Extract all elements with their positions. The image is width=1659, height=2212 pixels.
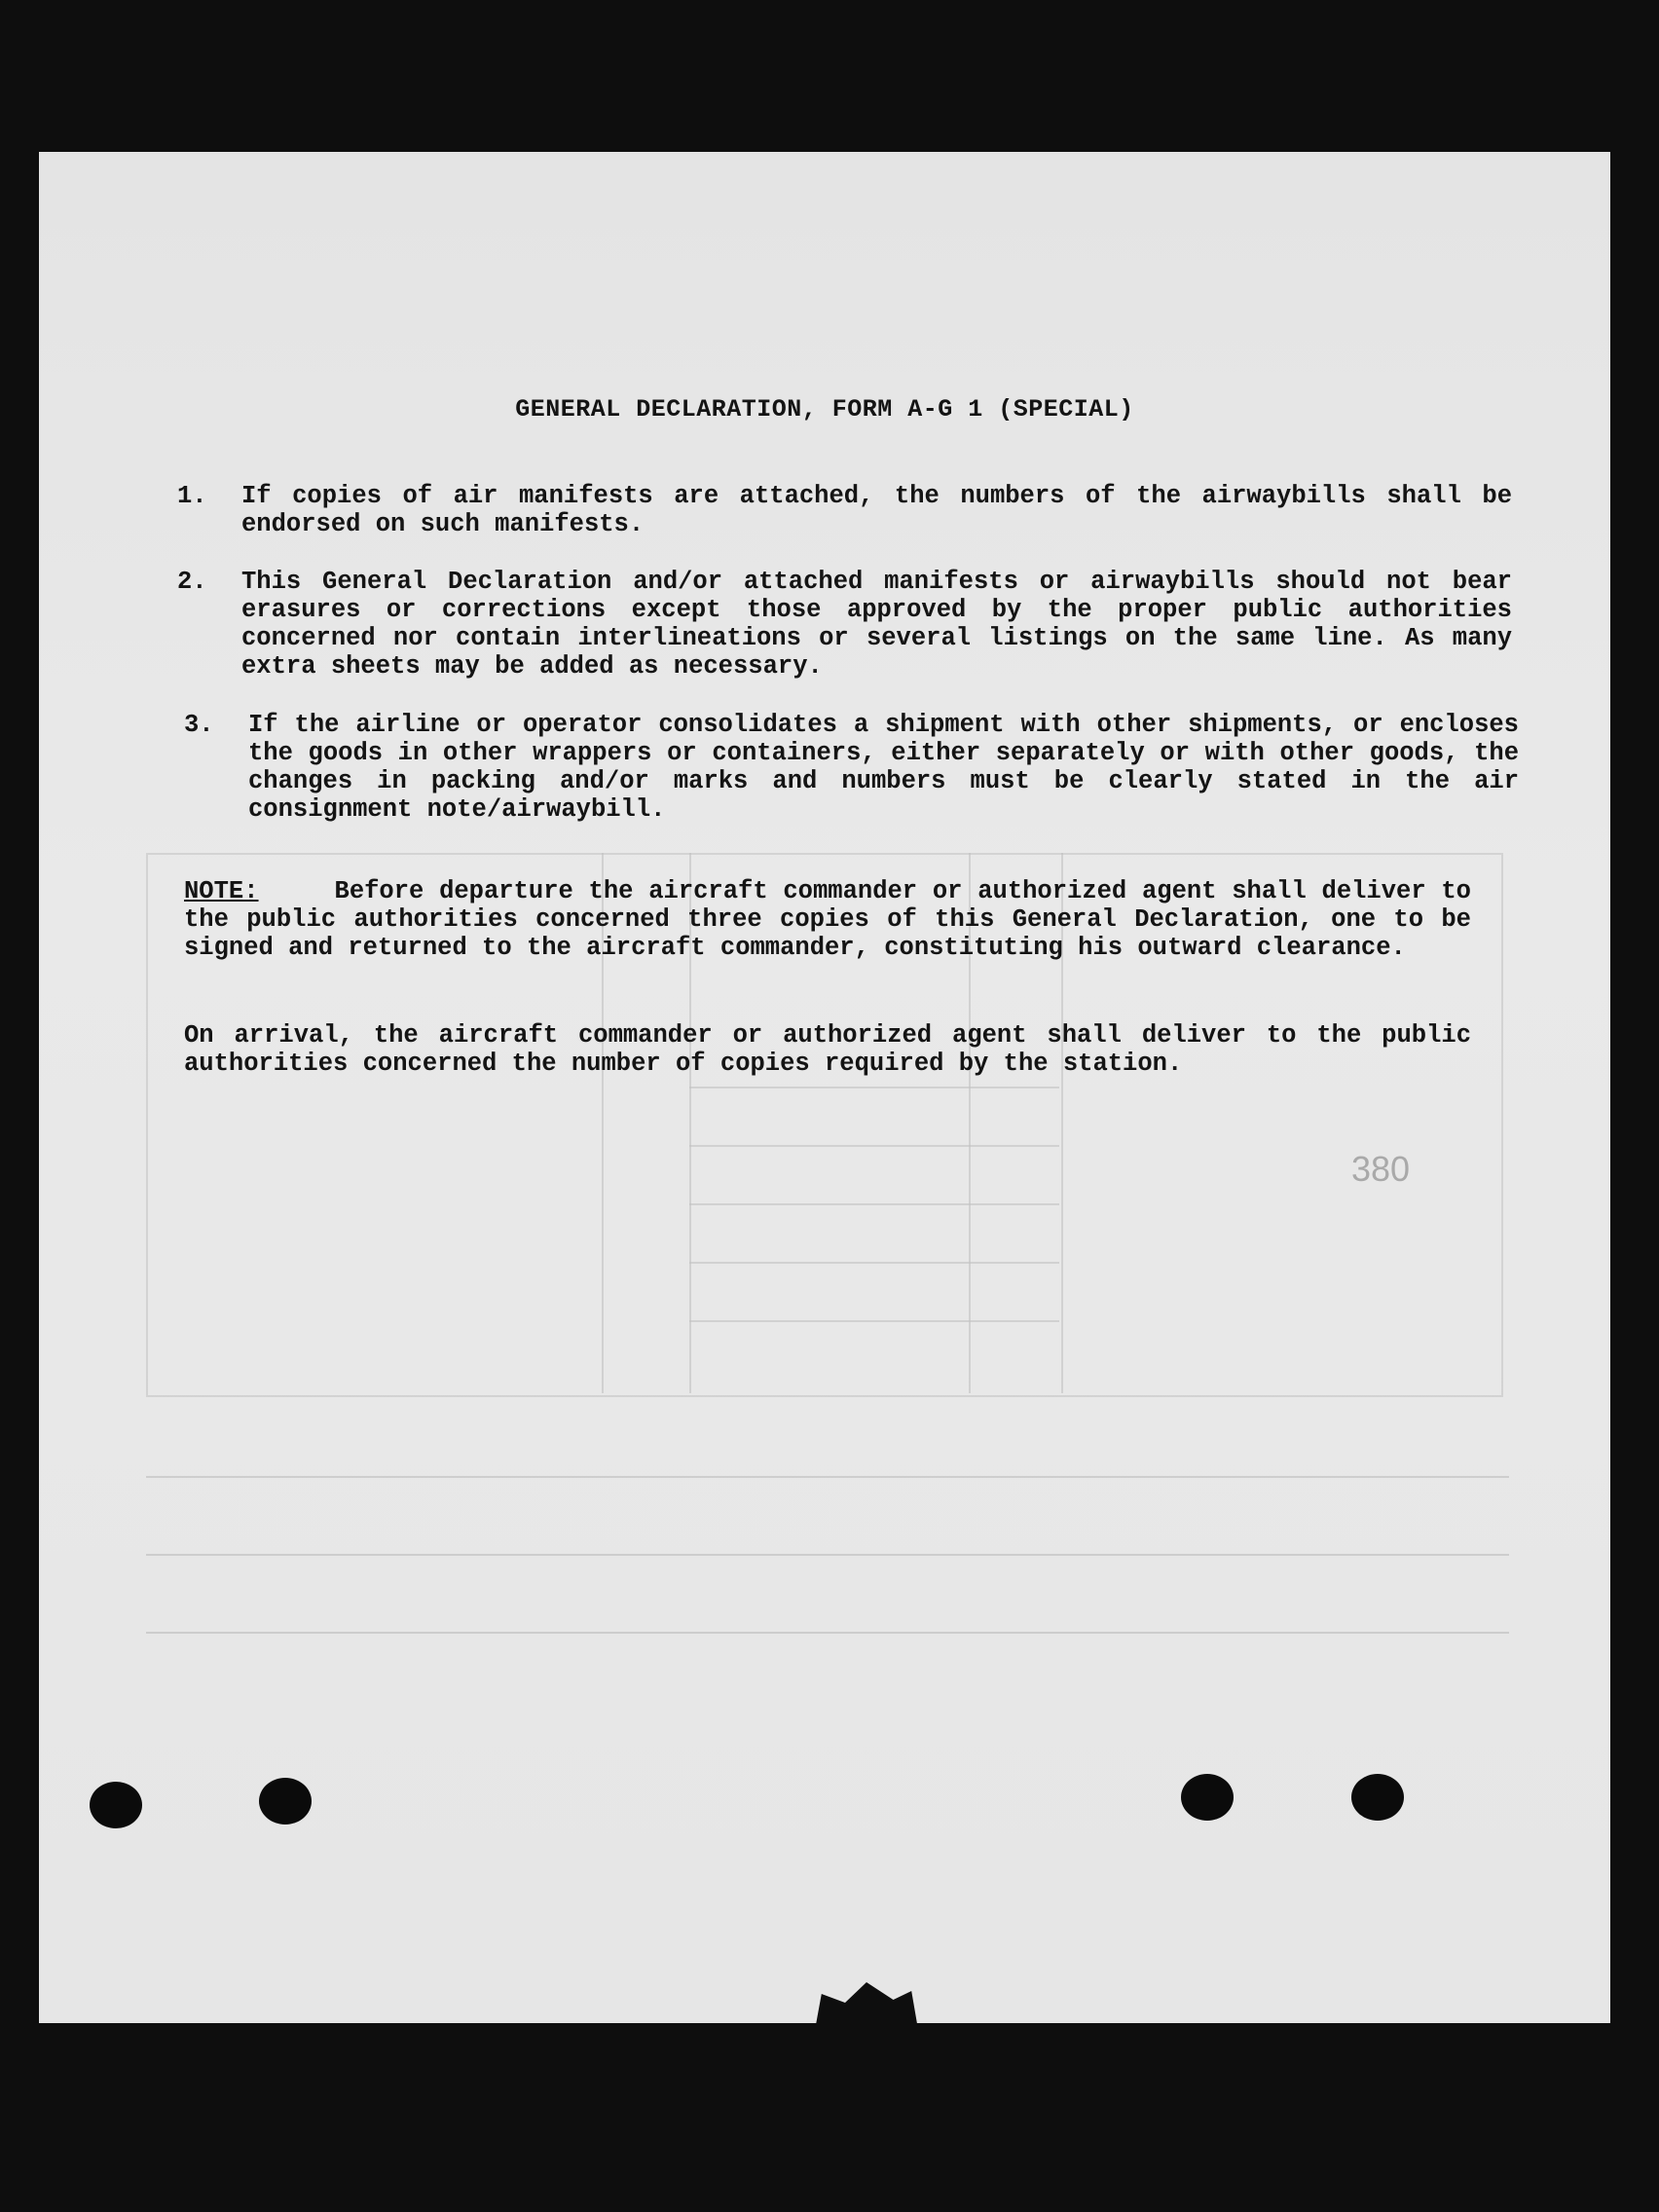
bleed-through-rule [689,1145,1059,1147]
bleed-through-rule [689,1087,1059,1088]
bleed-through-rule [689,1320,1059,1322]
item-text: If copies of air manifests are attached, the numbers of the airwaybills shall be endorsed on such manifests. [241,482,1512,538]
binding-tab [813,1982,920,2023]
arrival-paragraph: On arrival, the aircraft commander or authorized agent shall deliver to the public authorities concerned the number of copies required by the station. [184,1021,1471,1078]
page-title: GENERAL DECLARATION, FORM A-G 1 (SPECIAL) [515,395,1134,424]
bleed-through-rule [146,1632,1509,1634]
instruction-item [177,711,1521,824]
note-paragraph [184,877,1471,962]
bleed-through-rule [689,1262,1059,1264]
instruction-item [177,482,1521,538]
instruction-item [177,568,1521,681]
bleed-through-rule [689,1203,1059,1205]
bleed-through-rule [146,1554,1509,1556]
punch-hole [1181,1774,1234,1821]
note-label: NOTE: [184,877,259,905]
item-number: 2. [177,568,207,596]
stamp-number: 380 [1351,1149,1411,1189]
bleed-through-rule [146,1476,1509,1478]
item-text: This General Declaration and/or attached manifests or airwaybills should not bear erasures or corrections except those approved by the proper public authorities concerned nor contain interlineations or several listings on the same line. As many extra sheets may be added as necessary. [241,568,1512,681]
item-text: If the airline or operator consolidates a shipment with other shipments, or encloses the goods in other wrappers or containers, either separately or with other goods, the changes in packing and/or marks and numbers must be clearly stated in the air consignment note/airwaybill. [248,711,1519,824]
punch-hole [1351,1774,1404,1821]
punch-hole [90,1782,142,1828]
item-number: 1. [177,482,207,510]
punch-hole [259,1778,312,1825]
document-page [39,152,1610,2023]
item-number: 3. [184,711,214,739]
note-text: Before departure the aircraft commander or authorized agent shall deliver to the public authorities concerned three copies of this General Declaration, one to be signed and returned to the aircraft commander, constituting his outward clearance. [184,877,1471,962]
